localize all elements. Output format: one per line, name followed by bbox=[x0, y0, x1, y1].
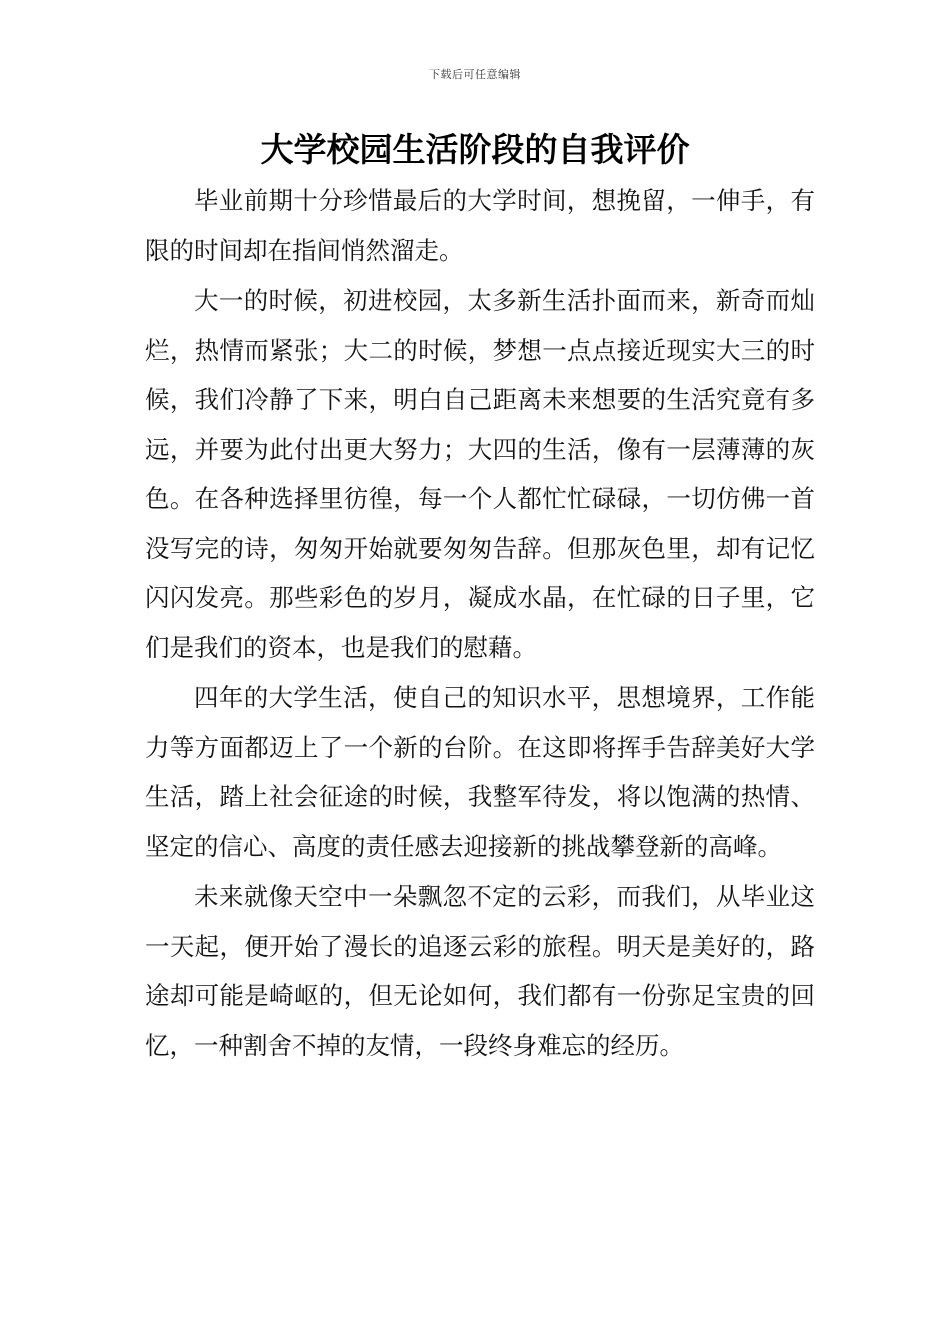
document-body bbox=[145, 176, 815, 1071]
document-title: 大学校园生活阶段的自我评价 bbox=[260, 130, 690, 169]
header-note: 下载后可任意编辑 bbox=[429, 68, 521, 81]
paragraph-4: 未来就像天空中一朵飘忽不定的云彩，而我们，从毕业这一天起，便开始了漫长的追逐云彩的旅程。明天是美好的，路途却可能是崎岖的，但无论如何，我们都有一份弥足宝贵的回忆，一种割舍不掉的友情，一段终身难忘的经历。 bbox=[145, 882, 815, 1060]
paragraph-1: 毕业前期十分珍惜最后的大学时间，想挽留，一伸手，有限的时间却在指间悄然溜走。 bbox=[145, 186, 815, 265]
paragraph-2: 大一的时候，初进校园，太多新生活扑面而来，新奇而灿烂，热情而紧张；大二的时候，梦想一点点接近现实大三的时候，我们冷静了下来，明白自己距离未来想要的生活究竟有多远，并要为此付出更大努力；大四的生活，像有一层薄薄的灰色。在各种选择里彷徨，每一个人都忙忙碌碌，一切仿佛一首没写完的诗，匆匆开始就要匆匆告辞。但那灰色里，却有记忆闪闪发亮。那些彩色的岁月，凝成水晶，在忙碌的日子里，它们是我们的资本，也是我们的慰藉。 bbox=[145, 286, 815, 662]
paragraph-3: 四年的大学生活，使自己的知识水平，思想境界，工作能力等方面都迈上了一个新的台阶。在这即将挥手告辞美好大学生活，踏上社会征途的时候，我整军待发，将以饱满的热情、坚定的信心、高度的责任感去迎接新的挑战攀登新的高峰。 bbox=[145, 683, 815, 861]
